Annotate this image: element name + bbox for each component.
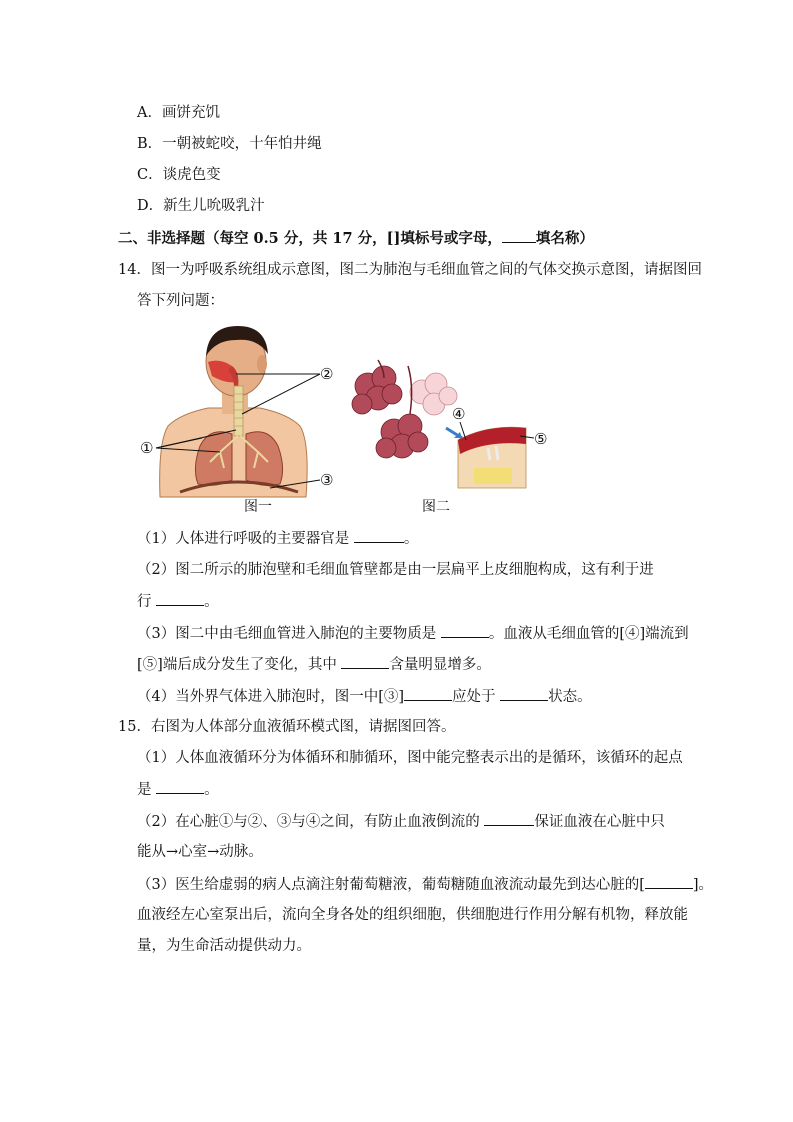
q15-part2-text-b: 保证血液在心脏中只 (534, 814, 665, 830)
answer-blank[interactable] (484, 811, 534, 826)
q14-stem-line1: 14．图一为呼吸系统组成示意图，图二为肺泡与毛细血管之间的气体交换示意图，请据图回 (118, 262, 702, 278)
q15-part3-line1 (137, 874, 713, 895)
q15-stem: 15．右图为人体部分血液循环模式图，请据图回答。 (118, 719, 456, 735)
q15-part3-text-a: （3）医生给虚弱的病人点滴注射葡萄糖液，葡萄糖随血液流动最先到达心脏的[ (137, 877, 645, 893)
q14-part3-text-a: （3）图二中由毛细血管进入肺泡的主要物质是 (137, 626, 437, 642)
q14-part3-text-c: [⑤]端后成分发生了变化，其中 (137, 657, 337, 673)
answer-blank[interactable] (441, 623, 489, 638)
label-5: ⑤ (534, 430, 548, 448)
figure-respiratory-system (140, 322, 350, 500)
q14-part1-text: （1）人体进行呼吸的主要器官是 (137, 531, 350, 547)
q14-part4-text-a: （4）当外界气体进入肺泡时，图一中[③] (137, 689, 405, 705)
q14-part2-line2 (137, 591, 219, 612)
q15-part1-line2 (137, 779, 219, 800)
q15-part2-line1 (137, 811, 665, 832)
q15-part2-text-a: （2）在心脏①与②、③与④之间，有防止血液倒流的 (137, 814, 480, 830)
section-heading (118, 228, 594, 249)
q14-stem-line2: 答下列问题： (137, 293, 224, 309)
q15-part3-line2: 血液经左心室泵出后，流向全身各处的组织细胞，供细胞进行作用分解有机物，释放能 (137, 907, 688, 923)
q15-part3-text-b: ]。 (692, 877, 714, 893)
q14-part3-text-d: 含量明显增多。 (389, 657, 491, 673)
q14-part2-end: 。 (204, 594, 219, 610)
q15-part1-end: 。 (204, 782, 219, 798)
q14-part3-text-b: 。血液从毛细血管的[④]端流到 (488, 626, 689, 642)
q14-part1-end: 。 (403, 531, 419, 547)
answer-blank[interactable] (404, 686, 452, 701)
section-heading-pre: 二、非选择题（每空 0.5 分，共 17 分，[]填标号或字母， (118, 230, 502, 247)
q14-part1 (137, 528, 418, 549)
label-2: ② (320, 365, 334, 383)
label-1: ① (140, 439, 154, 457)
option-b: B．一朝被蛇咬，十年怕井绳 (137, 136, 322, 152)
option-a: A．画饼充饥 (137, 105, 220, 121)
q14-part2-line1: （2）图二所示的肺泡壁和毛细血管壁都是由一层扁平上皮细胞构成，这有利于进 (137, 562, 654, 578)
q15-part3-line3: 量，为生命活动提供动力。 (137, 938, 311, 954)
answer-blank[interactable] (156, 779, 204, 794)
figure1-caption: 图一 (244, 499, 272, 515)
q15-part1-line1: （1）人体血液循环分为体循环和肺循环，图中能完整表示出的是循环，该循环的起点 (137, 750, 683, 766)
q15-part1-text: 是 (137, 782, 152, 798)
section-heading-post: 填名称） (535, 230, 594, 247)
label-4: ④ (452, 405, 466, 423)
answer-blank[interactable] (500, 686, 548, 701)
answer-blank[interactable] (341, 654, 389, 669)
q14-part2-text: 行 (137, 594, 152, 610)
q14-part4-text-b: 应处于 (452, 689, 496, 705)
heading-blank (502, 228, 536, 243)
answer-blank[interactable] (156, 591, 204, 606)
answer-blank[interactable] (354, 528, 404, 543)
q14-part4-text-c: 状态。 (548, 689, 592, 705)
answer-blank[interactable] (645, 874, 693, 889)
q15-part2-line2: 能从→心室→动脉。 (137, 844, 263, 860)
q14-part3-line1 (137, 623, 689, 644)
q14-part3-line2 (137, 654, 491, 675)
q14-part4 (137, 686, 592, 707)
option-c: C．谈虎色变 (137, 167, 221, 183)
figure-alveoli-capillary (348, 356, 558, 496)
label-3: ③ (320, 471, 334, 489)
option-d: D．新生儿吮吸乳汁 (137, 198, 265, 214)
figure2-caption: 图二 (422, 499, 450, 515)
